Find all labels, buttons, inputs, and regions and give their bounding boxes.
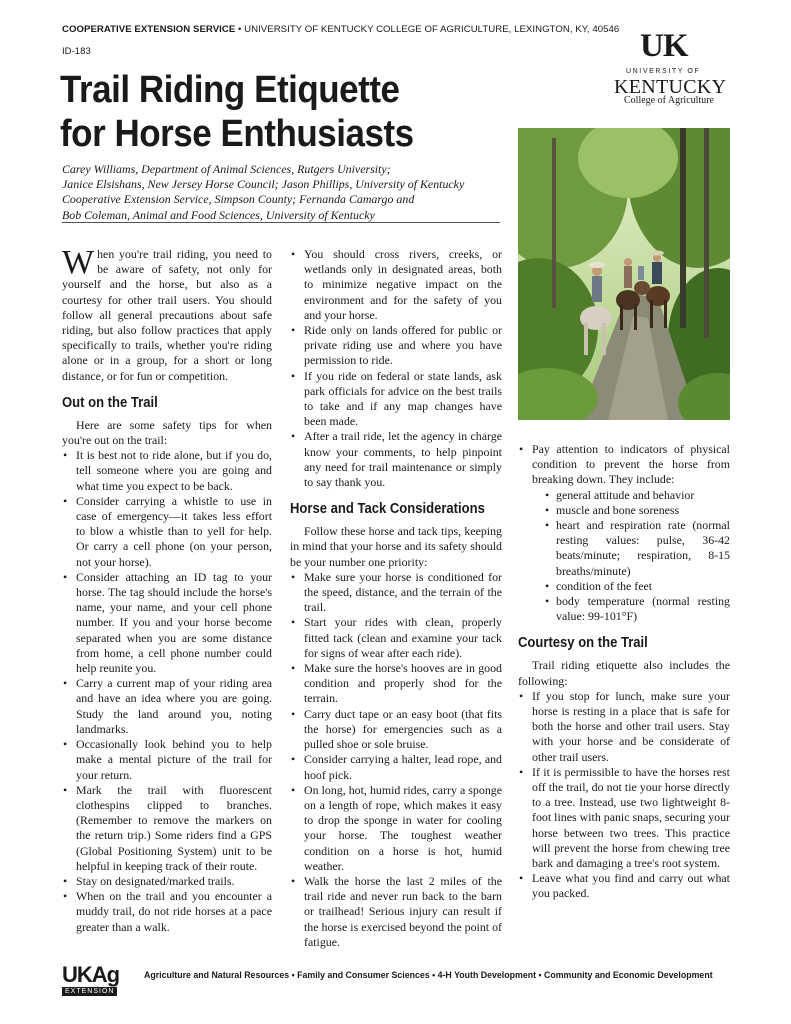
authors-block	[62, 162, 482, 223]
section-heading-out-on-the-trail: Out on the Trail	[62, 394, 158, 411]
list-item: • Carry a current map of your riding area and have an idea where you are going. Study the land around you, noting landmarks.	[76, 676, 272, 737]
list-item: • Consider carrying a halter, lead rope, and hoof pick.	[304, 752, 502, 782]
list-item: • If you stop for lunch, make sure your horse is resting in a place that is safe for both the horse and other trail users. Stay with your horse and be considerate of other trail users.	[532, 689, 730, 765]
authors-line-2: Janice Elsishans, New Jersey Horse Council; Jason Phillips, University of Kentucky	[62, 177, 465, 192]
list-item: • Carry duct tape or an easy boot (that fits the horse) for emergencies such as a pulled shoe or sole bruise.	[304, 707, 502, 753]
list-item: • Walk the horse the last 2 miles of the trail ride and never run back to the barn or trailhead! Serious injury can result if the horse is exercised beyond the point of fatigue.	[304, 874, 502, 950]
sub-list-item: • general attitude and behavior	[556, 488, 730, 503]
section1-list-part1	[62, 448, 272, 935]
uk-logo	[612, 28, 730, 108]
list-item-text: Pay attention to indicators of physical condition to prevent the horse from breaking down. They include:	[532, 442, 730, 487]
list-item: • If you ride on federal or state lands, ask park officials for advice on the best trails to take and if any map changes have been made.	[304, 369, 502, 430]
header-org-bold: COOPERATIVE EXTENSION SERVICE	[62, 24, 236, 35]
section1-lead: Here are some safety tips for when you're out on the trail:	[62, 417, 272, 448]
uk-logo-mark: UK	[640, 28, 688, 64]
section-heading-courtesy: Courtesy on the Trail	[518, 635, 648, 652]
list-item: • It is best not to ride alone, but if you do, tell someone where you are going and what time you expect to be back.	[76, 448, 272, 494]
authors-line-3: Cooperative Extension Service, Simpson County; Fernanda Camargo and	[62, 192, 415, 207]
section3-list	[518, 689, 730, 902]
title-line-1: Trail Riding Etiquette	[60, 69, 400, 111]
section2-lead: Follow these horse and tack tips, keeping in mind that your horse and its safety should be your number one priority:	[290, 524, 502, 569]
title-divider	[62, 222, 500, 223]
list-item: • After a trail ride, let the agency in charge know your comments, to help pinpoint any need for trail maintenance or simply to say thank you.	[304, 429, 502, 490]
header-org-line	[62, 24, 619, 35]
footer-program-areas: Agriculture and Natural Resources • Family and Consumer Sciences • 4-H Youth Development • Community and Economic Development	[144, 970, 713, 980]
section-heading-horse-and-tack: Horse and Tack Considerations	[290, 501, 485, 518]
section3-lead: Trail riding etiquette also includes the following:	[518, 658, 730, 688]
list-item: • Mark the trail with fluorescent clothespins clipped to branches. (Remember to remove the markers on the return trip.) Some riders find a GPS (Global Positioning System) unit to be helpful in keeping track of their route.	[76, 783, 272, 874]
list-item: • Leave what you find and carry out what you packed.	[532, 871, 730, 901]
list-item: • Occasionally look behind you to help make a mental picture of the trail for your return.	[76, 737, 272, 783]
ukag-logo-mark: UKAg	[62, 962, 120, 987]
list-item: • Stay on designated/marked trails.	[76, 874, 272, 889]
page-title	[60, 68, 414, 156]
intro-text: hen you're trail riding, you need to be aware of safety, not only for yourself and the horse, but also as a courtesy for other trail users. You should follow all general precautions about safe riding, but also follow practices that apply specifically to trails, whether you're riding alone or in a group, for a short or long distance, or for fun or competition.	[62, 247, 272, 383]
sub-list-item: • heart and respiration rate (normal resting values: pulse, 36-42 beats/minute; respiration, 8-15 breaths/minute)	[556, 518, 730, 579]
ukag-extension-logo	[62, 962, 128, 998]
column-2	[290, 247, 502, 950]
section1-list-part2	[290, 247, 502, 490]
list-item: • Consider carrying a whistle to use in case of emergency—it takes less effort to blow a whistle than to yell for help. Or carry a cell phone (on your person, not your horse).	[76, 494, 272, 570]
header-org-rest: • UNIVERSITY OF KENTUCKY COLLEGE OF AGRICULTURE, LEXINGTON, KY, 40546	[235, 24, 620, 35]
list-item: • When on the trail and you encounter a muddy trail, do not ride horses at a pace greater than a walk.	[76, 889, 272, 935]
list-item: • You should cross rivers, creeks, or wetlands only in designated areas, both to minimize negative impact on the environment and for the safety of you and your horse.	[304, 247, 502, 323]
uk-logo-college: College of Agriculture	[624, 95, 714, 106]
section2-list-part1	[290, 570, 502, 950]
list-item: • Start your rides with clean, properly fitted tack (clean and examine your tack for signs of wear after each ride).	[304, 615, 502, 661]
list-item: • Make sure your horse is conditioned for the speed, distance, and the terrain of the trail.	[304, 570, 502, 616]
intro-dropcap: W	[62, 244, 95, 281]
list-item: • Consider attaching an ID tag to your horse. The tag should include the horse's name, your name, and your cell phone number. If you and your horse become separated when you are some distance from home, a cell phone number could help reunite you.	[76, 570, 272, 676]
sub-list-item: • muscle and bone soreness	[556, 503, 730, 518]
ukag-logo-extension: EXTENSION	[62, 987, 117, 996]
uk-logo-kentucky: KENTUCKY	[614, 76, 727, 98]
trail-riders-photo	[518, 128, 730, 420]
column-1	[62, 244, 272, 935]
authors-line-4: Bob Coleman, Animal and Food Sciences, University of Kentucky	[62, 207, 375, 222]
title-line-2: for Horse Enthusiasts	[60, 113, 414, 155]
section2-list-part2	[518, 442, 730, 624]
list-item: • If it is permissible to have the horses rest off the trail, do not tie your horse directly to a tree. Instead, use two lightweight 8-foot lines with panic snaps, securing your horse between two trees. This practice will prevent the horse from chewing tree bark and damaging a tree's root system.	[532, 765, 730, 871]
column-3	[518, 442, 730, 902]
list-item	[532, 442, 730, 624]
authors-line-1: Carey Williams, Department of Animal Sciences, Rutgers University;	[62, 162, 391, 176]
uk-logo-university-of: UNIVERSITY OF	[626, 68, 701, 75]
publication-id: ID-183	[62, 46, 91, 57]
list-item: • On long, hot, humid rides, carry a sponge on a length of rope, which makes it easy to drop the sponge in water for cooling your horse. The toughest weather condition on a horse is hot, humid weather.	[304, 783, 502, 874]
sub-list-item: • condition of the feet	[556, 579, 730, 594]
list-item: • Ride only on lands offered for public or private riding use and where you have permission to ride.	[304, 323, 502, 369]
sub-list-item: • body temperature (normal resting value: 99-101°F)	[556, 594, 730, 624]
list-item: • Make sure the horse's hooves are in good condition and properly shod for the terrain.	[304, 661, 502, 707]
intro-paragraph	[62, 244, 272, 384]
condition-indicators-list	[532, 488, 730, 625]
